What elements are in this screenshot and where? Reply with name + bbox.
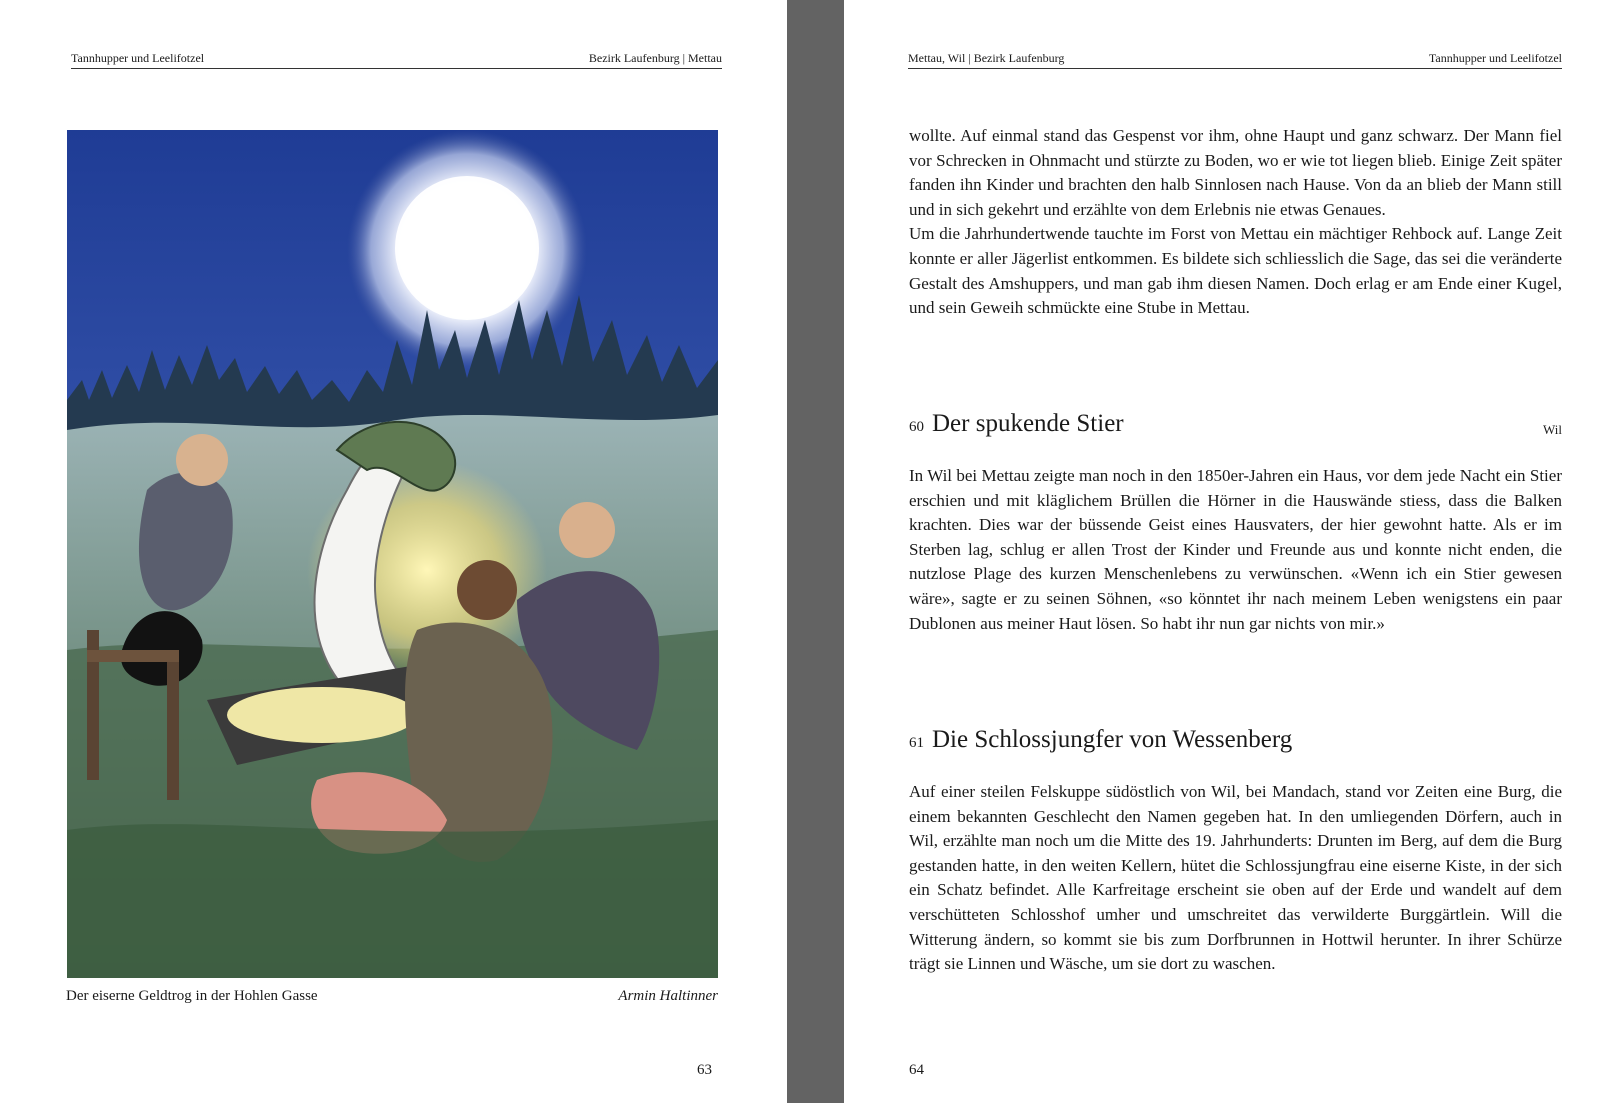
section-60-text	[909, 464, 1562, 636]
right-running-header	[908, 51, 1562, 69]
section-number: 60	[909, 419, 924, 435]
paragraph: Um die Jahrhundertwende tauchte im Forst von Mettau ein mächtiger Rehbock auf. Lange Zeit konnte er aller Jägerlist entkommen. Es bildete sich schliesslich die Sage, das sei die veränderte Gestalt des Amshuppers, und man gab ihm diesen Namen. Doch erlag er am Ende einer Kugel, und sein Geweih schmückte eine Stube in Mettau.	[909, 224, 1562, 318]
section-61-text	[909, 780, 1562, 977]
right-header-title: Tannhupper und Leelifotzel	[1428, 51, 1562, 65]
book-gutter	[787, 0, 844, 1103]
paragraph: wollte. Auf einmal stand das Gespenst vor ihm, ohne Haupt und ganz schwarz. Der Mann fiel vor Schrecken in Ohnmacht und stürzte zu Boden, wo er wie tot liegen blieb. Einige Zeit später fanden ihn Kinder und brachten den halb Sinnlosen nach Hause. Von da an blieb der Mann still und in sich gekehrt und erzählte von dem Erlebnis nie etwas Genaues.	[909, 126, 1562, 219]
figure-credit: Armin Haltinner	[618, 988, 718, 1004]
paragraph: In Wil bei Mettau zeigte man noch in den 1850er-Jahren ein Haus, vor dem jede Nacht ein Stier erschien und mit kläglichem Brüllen die Hörner in die Hauswände stiess, dass die Balken krachten. Dies war der büssende Geist eines Hausvaters, der hier gewohnt hatte. Als er im Sterben lag, schlug er allen Trost der Kinder und Freunde aus und konnte nicht enden, die nutzlose Plage des kurzen Menschenlebens zu verwünschen. «Wenn ich ein Stier gewesen wäre», sagte er zu seinen Söhnen, «so könntet ihr nach meinem Leben wenigstens ein paar Dublonen aus meiner Haut lösen. So habt ihr nun gar nichts von mir.»	[909, 466, 1562, 633]
section-number: 61	[909, 735, 924, 751]
paragraph: Auf einer steilen Felskuppe südöstlich von Wil, bei Mandach, stand vor Zeiten eine Burg, die einem bekannten Geschlecht den Namen gegeben hat. In den umliegenden Dörfern, auch in Wil, erzählte man noch um die Mitte des 19. Jahrhunderts: Drunten im Berg, auf dem die Burg gestanden hatte, in den weiten Kellern, hütet die Schlossjungfrau eine eiserne Kiste, in der sich ein Schatz befindet. Alle Karfreitage erscheint sie oben auf der Erde und wandelt auf dem verschütteten Schlosshof umher und umschreitet das verwilderte Burggärtlein. Will die Witterung ändern, so kommt sie bis zum Dorfbrunnen in Hottwil herunter. In ihrer Schürze trägt sie Linnen und Wäsche, um sie dort zu waschen.	[909, 782, 1562, 974]
left-header-title: Tannhupper und Leelifotzel	[71, 51, 205, 65]
left-page-number: 63	[697, 1062, 712, 1078]
section-heading-61	[909, 726, 1562, 754]
moonlit-scene-image	[67, 130, 718, 978]
right-page-number: 64	[909, 1062, 924, 1078]
continued-story	[909, 124, 1562, 321]
right-header-location: Mettau, Wil | Bezirk Laufenburg	[908, 51, 1065, 65]
section-title: Die Schlossjungfer von Wessenberg	[932, 726, 1293, 753]
illustration	[67, 130, 718, 978]
left-running-header	[71, 51, 722, 69]
section-heading-60	[909, 410, 1562, 438]
figure-caption: Der eiserne Geldtrog in der Hohlen Gasse	[66, 988, 318, 1004]
left-header-district: Bezirk Laufenburg | Mettau	[588, 51, 722, 65]
section-location: Wil	[1543, 422, 1562, 437]
section-title: Der spukende Stier	[932, 410, 1124, 437]
